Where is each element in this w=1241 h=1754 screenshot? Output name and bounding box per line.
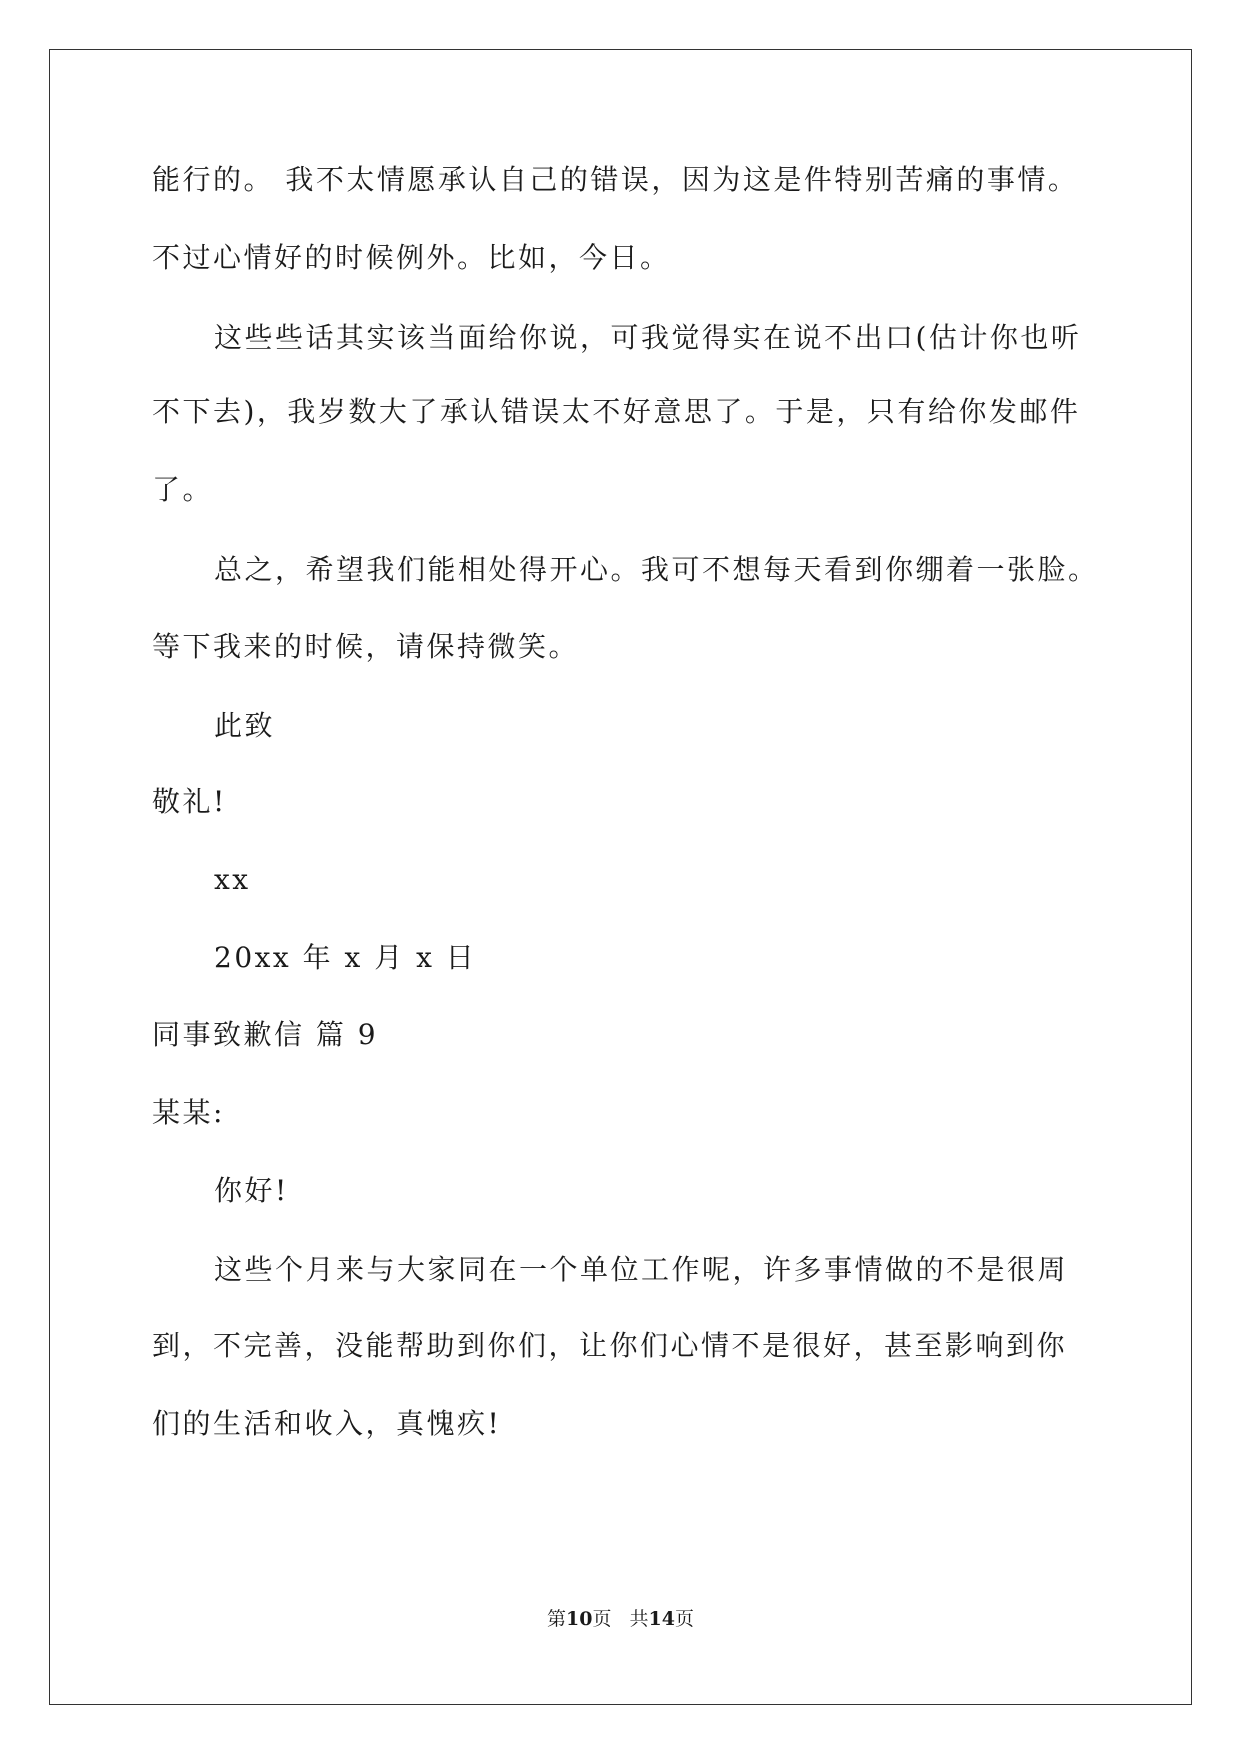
paragraph-line: 不过心情好的时候例外。比如，今日。 — [152, 241, 671, 274]
page-number: 10 — [566, 1608, 593, 1630]
letter-recipient: 某某: — [152, 1096, 225, 1129]
closing-regards: 敬礼! — [152, 785, 227, 818]
paragraph-line: 到，不完善，没能帮助到你们，让你们心情不是很好，甚至影响到你 — [152, 1329, 1068, 1362]
page-prefix: 第 — [547, 1608, 567, 1630]
page-footer — [0, 1604, 1241, 1631]
paragraph-line: 不下去)，我岁数大了承认错误太不好意思了。于是，只有给你发邮件 — [152, 395, 1081, 428]
letter-greeting: 你好! — [214, 1174, 289, 1207]
paragraph-line: 这些些话其实该当面给你说，可我觉得实在说不出口(估计你也听 — [214, 321, 1082, 354]
section-heading: 同事致歉信 篇 9 — [152, 1018, 379, 1051]
paragraph-line: 能行的。 我不太情愿承认自己的错误，因为这是件特别苦痛的事情。 — [152, 163, 1079, 196]
total-suffix: 页 — [674, 1608, 694, 1630]
total-prefix: 共 — [629, 1608, 649, 1630]
page-suffix: 页 — [592, 1608, 612, 1630]
paragraph-line: 总之，希望我们能相处得开心。我可不想每天看到你绷着一张脸。 — [214, 553, 1099, 586]
closing-salutation: 此致 — [214, 709, 276, 742]
page-total: 14 — [648, 1608, 675, 1630]
signature-name: xx — [214, 863, 251, 896]
paragraph-line: 这些个月来与大家同在一个单位工作呢，许多事情做的不是很周 — [214, 1253, 1069, 1286]
paragraph-line: 们的生活和收入，真愧疚! — [152, 1407, 502, 1440]
signature-date: 20xx 年 x 月 x 日 — [214, 941, 477, 974]
paragraph-line: 了。 — [152, 473, 214, 506]
paragraph-line: 等下我来的时候，请保持微笑。 — [152, 630, 580, 663]
